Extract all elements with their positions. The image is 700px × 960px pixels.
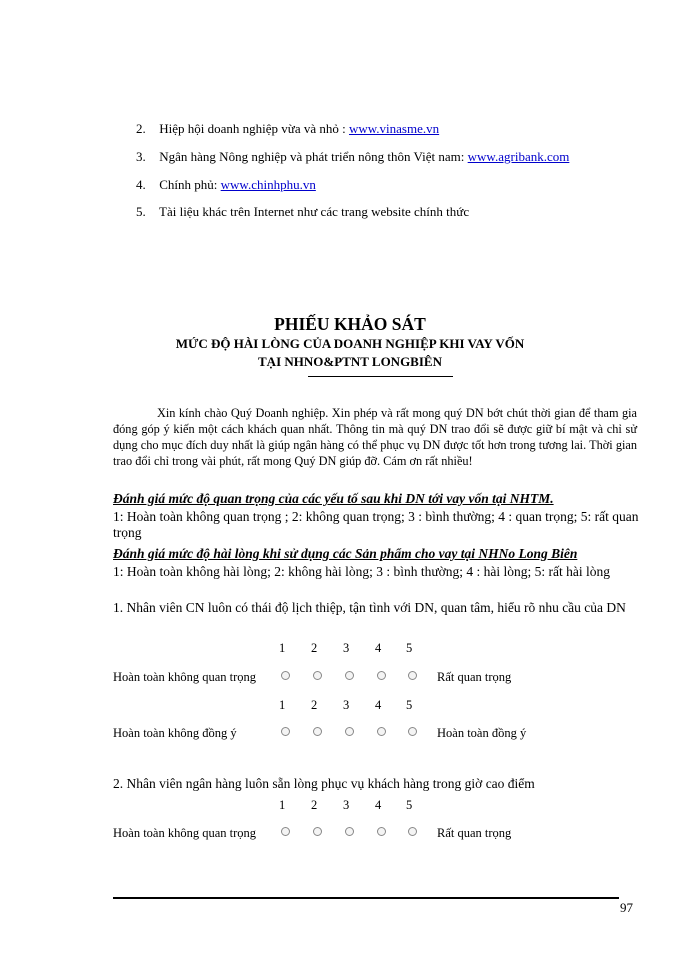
reference-item: 2. Hiệp hội doanh nghiệp vừa và nhỏ : www.vinasme.vn [136,121,440,136]
radio-option[interactable] [377,827,386,836]
survey-subtitle: MỨC ĐỘ HÀI LÒNG CỦA DOANH NGHIỆP KHI VAY VỐN [175,336,525,351]
survey-title: PHIẾU KHẢO SÁT [274,314,426,334]
scale-low-label: Hoàn toàn không đồng ý [113,726,237,740]
radio-option[interactable] [345,727,354,736]
radio-option[interactable] [408,827,417,836]
importance-heading: Đánh giá mức độ quan trọng của các yếu tố sau khi DN tới vay vốn tại NHTM. [113,491,554,506]
footer-rule [113,897,619,899]
scale-high-label: Rất quan trọng [437,670,512,684]
question-2: 2. Nhân viên ngân hàng luôn sẵn lòng phục vụ khách hàng trong giờ cao điểm [113,776,535,791]
radio-option[interactable] [281,671,290,680]
satisfaction-heading: Đánh giá mức độ hài lòng khi sử dụng các Sản phẩm cho vay tại NHNo Long Biên [113,546,578,561]
title-underline [308,376,453,377]
radio-option[interactable] [377,727,386,736]
survey-subtitle: TẠI NHNO&PTNT LONGBIÊN [258,354,442,369]
scale-high-label: Hoàn toàn đồng ý [437,726,527,740]
scale-low-label: Hoàn toàn không quan trọng [113,670,257,684]
radio-option[interactable] [345,671,354,680]
satisfaction-scale: 1: Hoàn toàn không hài lòng; 2: không hài lòng; 3 : bình thường; 4 : hài lòng; 5: rất hài lòng [113,564,611,579]
reference-link[interactable]: www.agribank.com [467,149,570,164]
reference-item: 3. Ngân hàng Nông nghiệp và phát triển nông thôn Việt nam: www.agribank.com [136,149,570,164]
radio-option[interactable] [313,671,322,680]
radio-option[interactable] [281,827,290,836]
reference-item: 4. Chính phủ: www.chinhphu.vn [136,177,316,192]
importance-scale: 1: Hoàn toàn không quan trọng ; 2: không quan trọng; 3 : bình thường; 4 : quan trọng; 5: rất quan trọng [113,509,639,540]
radio-option[interactable] [313,827,322,836]
intro-paragraph: Xin kính chào Quý Doanh nghiệp. Xin phép và rất mong quý DN bớt chút thời gian để tham gia đóng góp ý kiến một cách khách quan nhất. Thông tin mà quý DN trao đổi sẽ được giữ bí mật và chỉ sử dụng cho mục đích duy nhất là giúp ngân hàng có thể phục vụ DN được tốt hơn trong tương lai. Thời gian trao đổi chỉ trong vài phút, rất mong Quý DN giúp đỡ. Cám ơn rất nhiều! [113,406,637,468]
radio-option[interactable] [377,671,386,680]
radio-option[interactable] [313,727,322,736]
scale-low-label: Hoàn toàn không quan trọng [113,826,257,840]
radio-option[interactable] [408,671,417,680]
radio-option[interactable] [345,827,354,836]
radio-option[interactable] [281,727,290,736]
scale-high-label: Rất quan trọng [437,826,512,840]
page-number: 97 [620,900,633,915]
question-1: 1. Nhân viên CN luôn có thái độ lịch thiệp, tận tình với DN, quan tâm, hiểu rõ nhu cầu của DN [113,600,626,615]
reference-item: 5. Tài liệu khác trên Internet như các trang website chính thức [136,204,470,219]
reference-link[interactable]: www.vinasme.vn [348,121,440,136]
radio-option[interactable] [408,727,417,736]
reference-link[interactable]: www.chinhphu.vn [220,177,316,192]
